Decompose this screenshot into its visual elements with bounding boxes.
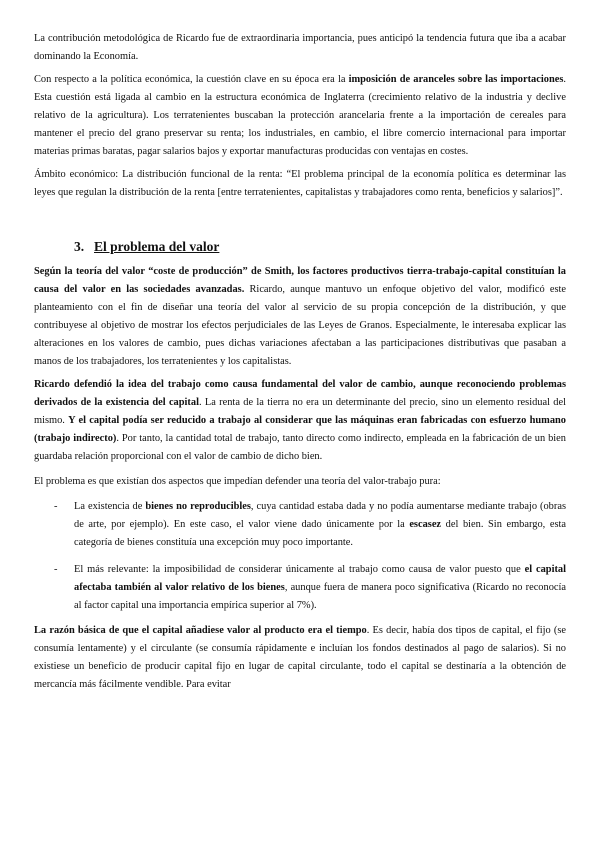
paragraph-smith-theory <box>34 263 566 371</box>
dash-marker: - <box>54 501 58 512</box>
text-run: , aunque fuera de manera poco significativa (Ricardo no reconocía al factor capital una importancia empírica superior al 7%). <box>74 582 566 611</box>
bold-run: escasez <box>409 519 442 530</box>
bold-run: La razón básica de que el capital añadiese valor al producto era el tiempo <box>34 625 367 636</box>
paragraph-capital-time <box>34 622 566 694</box>
text-run: . Por tanto, la cantidad total de trabajo, tanto directo como indirecto, empleada en la fabricación de un bien guardaba relación proporcional con el valor de cambio de dicho bien. <box>34 433 566 462</box>
document-page <box>34 30 566 694</box>
paragraph-problem-intro: El problema es que existían dos aspectos que impedían defender una teoría del valor-trabajo pura: <box>34 476 441 487</box>
text-run: La existencia de <box>74 501 146 512</box>
text-run: Ricardo, aunque mantuvo un enfoque objetivo del valor, modificó este planteamiento con el fin de diseñar una teoría del valor al servicio de su propia concepción de la distribución, y que contribuyese al objetivo de mostrar los efectos perjudiciales de las Leyes de Granos. Especialmente, le interesaba explicar las alteraciones en los valores de cambio, pues dichas variaciones afectaban a las participaciones distributivas que pasaban a manos de los trabajadores, los terratenientes y los capitalistas. <box>34 284 566 367</box>
section-heading <box>34 238 566 256</box>
list-item <box>34 498 566 552</box>
bold-run: Y el capital podía ser reducido a trabajo al considerar que las máquinas eran fabricadas con esfuerzo humano (trabajo indirecto) <box>34 415 566 444</box>
text-run: del bien. Sin embargo, esta categoría de bienes constituía una excepción muy poco importante. <box>74 519 567 548</box>
list-item <box>34 561 566 615</box>
paragraph-methodology: La contribución metodológica de Ricardo fue de extraordinaria importancia, pues anticipó la tendencia futura que iba a acabar dominando la Economía. <box>34 33 566 62</box>
dash-marker: - <box>54 564 58 575</box>
bold-run: bienes no reproducibles <box>145 501 251 512</box>
text-run: . La renta de la tierra no era un determinante del precio, sino un elemento residual del mismo. <box>34 397 566 426</box>
section-number: 3. <box>74 239 85 254</box>
text-run: El más relevante: la imposibilidad de considerar únicamente al trabajo como causa de valor puesto que <box>74 564 525 575</box>
bold-run: Según la teoría del valor “coste de producción” de Smith, los factores productivos tierra-trabajo-capital constituían la causa del valor en las sociedades avanzadas. <box>34 266 566 295</box>
paragraph-economic-policy <box>34 71 566 161</box>
text-run: . Es decir, había dos tipos de capital, el fijo (se consumía lentamente) y el circulante (se consumía rápidamente e incluían los fondos destinados al pago de salarios). Si no existiese un beneficio de producir capital fijo en lugar de capital circulante, todo el capital se destinaría a la obtención de mercancía más fácilmente vendible. Para evitar <box>34 625 566 690</box>
bold-run: Ricardo defendió la idea del trabajo como causa fundamental del valor de cambio, aunque reconociendo problemas derivados de la existencia del capital <box>34 379 566 408</box>
bold-run: el capital afectaba también al valor relativo de los bienes <box>74 564 566 593</box>
text-run: . Esta cuestión está ligada al cambio en la estructura económica de Inglaterra (crecimiento relativo de la industria y declive relativo de la agricultura). Los terratenientes buscaban la protección arancelaria frente a la importación de cereales para mantener el precio del grano preservar su renta; los industriales, en cambio, el libre comercio internacional para importar materias primas baratas, pagar salarios bajos y exportar manufacturas producidas con ventajas en costes. <box>34 74 566 157</box>
bullet-list <box>34 498 566 615</box>
paragraph-labour-value <box>34 376 566 466</box>
section-title: El problema del valor <box>94 239 220 254</box>
text-run: , cuya cantidad estaba dada y no podía aumentarse mediante trabajo (obras de arte, por ejemplo). En este caso, el valor viene dado únicamente por la <box>74 501 566 530</box>
paragraph-economic-scope: Ámbito económico: La distribución funcional de la renta: “El problema principal de la economía política es determinar las leyes que regulan la distribución de la renta [entre terratenientes, capitalistas y trabajadores como renta, beneficios y salarios]”. <box>34 169 566 198</box>
text-run: Con respecto a la política económica, la cuestión clave en su época era la <box>34 74 349 85</box>
bold-run: imposición de aranceles sobre las importaciones <box>348 74 564 85</box>
